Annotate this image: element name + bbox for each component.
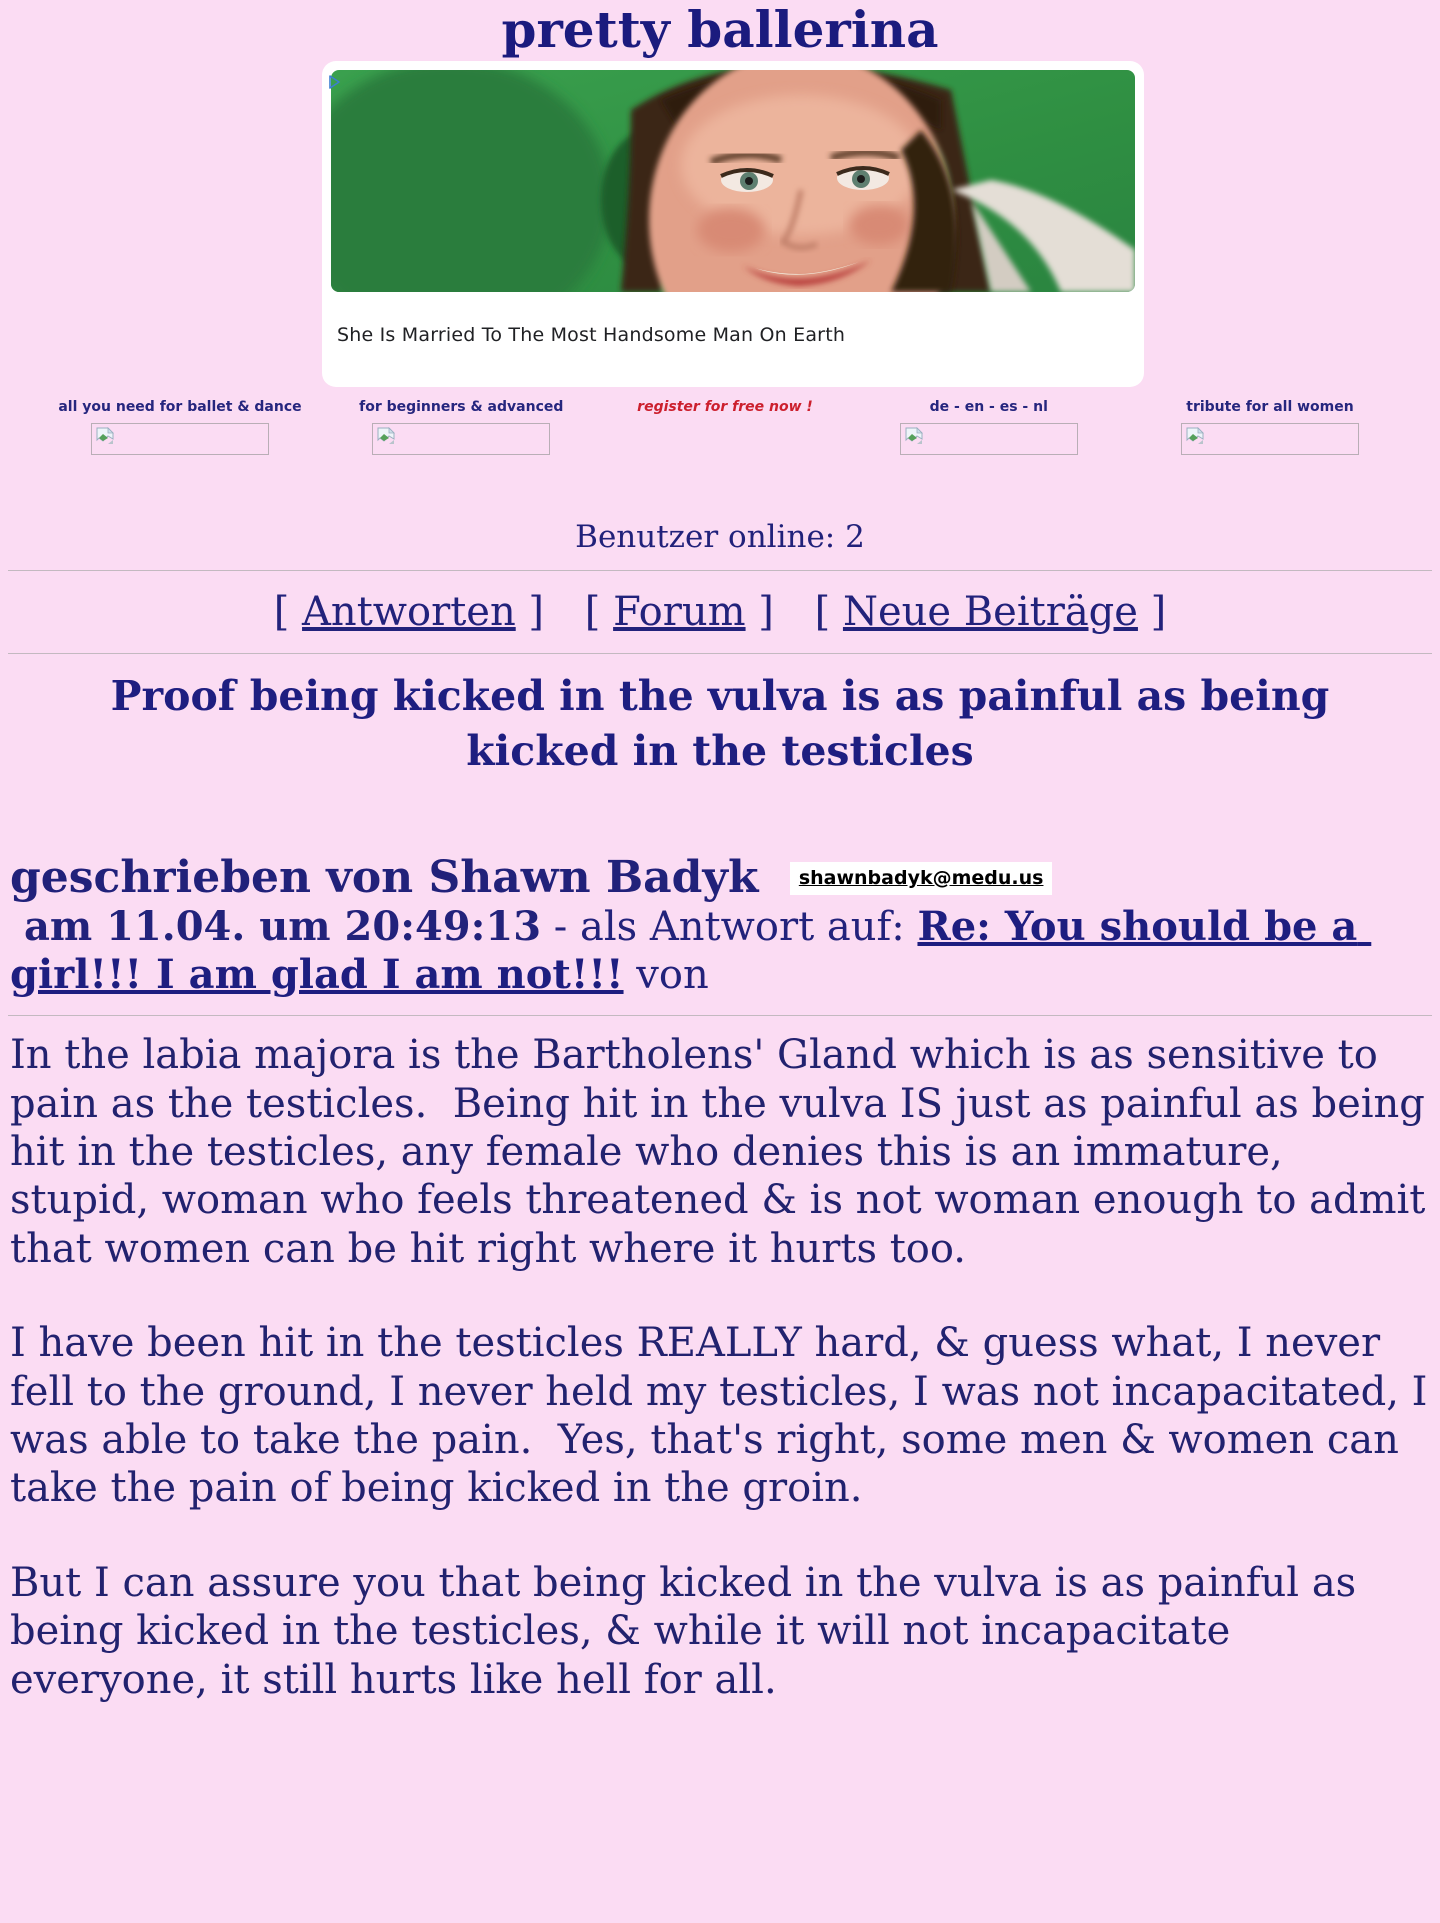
reply-to-link[interactable]: Re: You should be a girl!!! I am glad I am not!!! — [10, 902, 1372, 999]
ad-card[interactable] — [322, 61, 1144, 387]
bracket: [ — [814, 589, 843, 635]
nav-link-neue-beitraege[interactable]: Neue Beiträge — [842, 589, 1138, 635]
divider — [8, 570, 1432, 571]
banner-broken-image-ballet[interactable] — [91, 423, 269, 455]
meta-middle-text: - als Antwort auf: — [541, 903, 918, 950]
users-online-status: Benutzer online: 2 — [575, 519, 865, 555]
banner-link-tribute[interactable]: tribute for all women — [1186, 399, 1354, 415]
nav-link-antworten[interactable]: Antworten — [302, 589, 516, 635]
meta-suffix-text: von — [623, 952, 709, 999]
bracket: ] — [515, 589, 545, 635]
banner-cell-beginners — [349, 399, 574, 455]
forum-nav — [0, 586, 1440, 638]
author-email-link[interactable]: shawnbadyk@medu.us — [790, 862, 1053, 895]
banner-cell-languages — [876, 399, 1101, 455]
post-paragraph: But I can assure you that being kicked in the vulva is as painful as being kicked in the testicles, & while it will not incapacitate everyone, it still hurts like hell for all. — [10, 1559, 1369, 1703]
byline-text: geschrieben von Shawn Badyk — [10, 851, 759, 903]
post-paragraph: In the labia majora is the Bartholens' Gland which is as sensitive to pain as the testicles. Being hit in the vulva IS just as painful as being hit in the testicles, any female who denies this is an immature, stupid, woman who feels threatened & is not woman enough to admit that women can be hit right where it hurts too. — [10, 1032, 1439, 1272]
banner-link-beginners[interactable]: for beginners & advanced — [359, 399, 564, 415]
bracket: ] — [745, 589, 774, 635]
banner-row — [0, 387, 1440, 455]
post-timestamp: am 11.04. um 20:49:13 — [10, 902, 542, 950]
post-body — [0, 1031, 1440, 1704]
nav-group-neue-beitraege — [815, 589, 1167, 635]
broken-image-icon — [1185, 427, 1205, 449]
nav-group-forum — [585, 589, 774, 635]
broken-image-icon — [904, 427, 924, 449]
ad-photo[interactable] — [331, 70, 1135, 292]
bracket: ] — [1137, 589, 1167, 635]
post-meta — [0, 903, 1440, 1001]
post-byline — [0, 852, 1440, 903]
bracket: [ — [584, 589, 614, 635]
banner-broken-image-languages[interactable] — [900, 423, 1078, 455]
banner-broken-image-beginners[interactable] — [372, 423, 550, 455]
banner-link-languages[interactable]: de - en - es - nl — [929, 399, 1048, 415]
post-paragraph: I have been hit in the testicles REALLY hard, & guess what, I never fell to the ground, I never held my testicles, I was not incapacitated, I was able to take the pain. Yes, that's right, some men & women can take the pain of being kicked in the groin. — [10, 1320, 1440, 1512]
adchoices-icon[interactable] — [327, 74, 343, 90]
banner-cell-ballet — [50, 399, 310, 455]
banner-cell-register — [613, 399, 838, 455]
page-title: pretty ballerina — [501, 0, 939, 59]
divider — [8, 653, 1432, 654]
broken-image-icon — [376, 427, 396, 449]
nav-group-antworten — [274, 589, 544, 635]
banner-cell-tribute — [1140, 399, 1400, 455]
post-title: Proof being kicked in the vulva is as painful as being kicked in the testicles — [110, 672, 1330, 776]
divider — [8, 1015, 1432, 1016]
broken-image-icon — [95, 427, 115, 449]
bracket: [ — [273, 589, 303, 635]
banner-link-register[interactable]: register for free now ! — [637, 399, 813, 415]
nav-link-forum[interactable]: Forum — [613, 589, 746, 635]
ad-caption[interactable]: She Is Married To The Most Handsome Man On Earth — [337, 324, 846, 346]
banner-link-ballet[interactable]: all you need for ballet & dance — [58, 399, 302, 415]
banner-broken-image-tribute[interactable] — [1181, 423, 1359, 455]
